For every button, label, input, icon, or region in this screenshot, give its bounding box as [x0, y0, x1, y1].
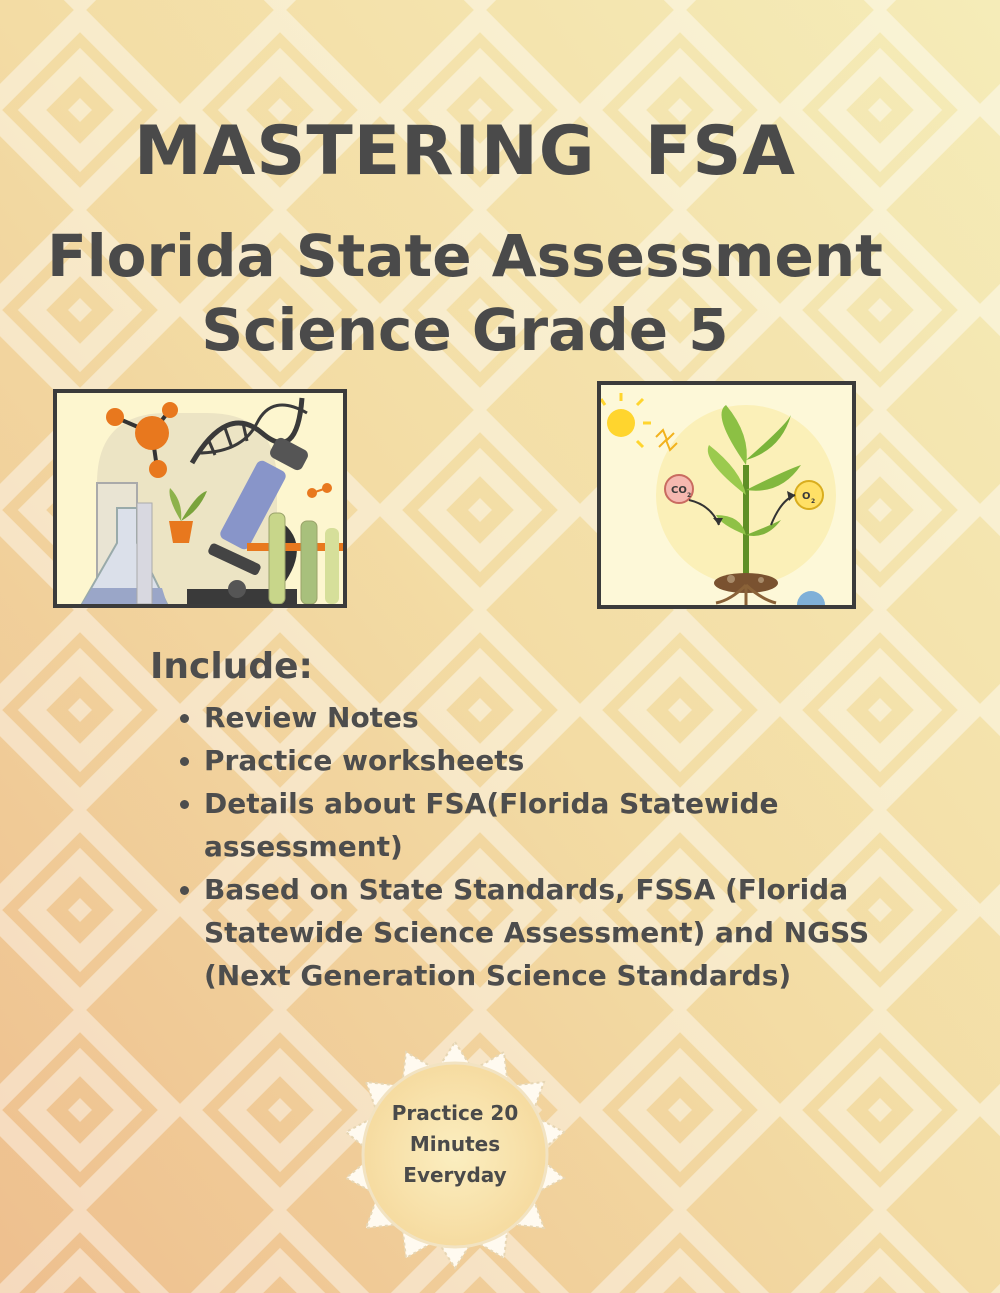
subtitle-line-1: Florida State Assessment	[47, 222, 883, 290]
subtitle-line-2: Science Grade 5	[201, 296, 729, 364]
badge-line-1: Practice 20	[391, 1101, 519, 1125]
include-heading: Include:	[150, 646, 313, 687]
badge-line-3: Everyday	[403, 1163, 507, 1187]
co2-subscript: 2	[687, 492, 692, 499]
book-title: MASTERING FSA	[134, 112, 796, 191]
co2-label: CO	[671, 485, 687, 496]
feature-list	[160, 696, 884, 997]
feature-item: • Details about FSA(Florida Statewide assessment)	[204, 782, 884, 868]
practice-badge	[340, 1040, 570, 1270]
o2-label: O	[802, 491, 811, 502]
science-lab-icon	[57, 393, 343, 604]
photosynthesis-plant-icon	[601, 385, 852, 605]
feature-item: • Based on State Standards, FSSA (Florida Statewide Science Assessment) and NGSS (Next Generation Science Standards)	[204, 868, 884, 997]
badge-text	[340, 1098, 570, 1191]
lab-illustration-frame	[53, 389, 347, 608]
badge-line-2: Minutes	[409, 1132, 501, 1156]
feature-item: • Practice worksheets	[204, 739, 884, 782]
feature-item: • Review Notes	[204, 696, 884, 739]
o2-subscript: 2	[811, 498, 816, 505]
plant-illustration-frame	[597, 381, 856, 609]
